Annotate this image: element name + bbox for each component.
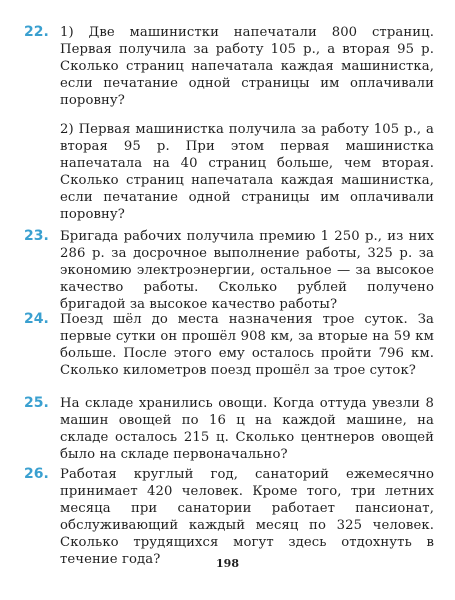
problem-number: 25. xyxy=(24,395,49,411)
problem-text: Работая круглый год, санаторий ежемесячно принимает 420 человек. Кроме того, три летних месяца при санатории работает пансионат, обслуживающий каждый месяц по 325 человек. Сколько трудящихся могут здесь отдохнуть в течение года? xyxy=(60,467,434,567)
problem-number: 23. xyxy=(24,228,49,244)
problem-text: На складе хранились овощи. Когда оттуда увезли 8 машин овощей по 16 ц на каждой машине, на складе осталось 215 ц. Сколько центнеров овощей было на складе первоначально? xyxy=(60,396,434,462)
problem-text: Поезд шёл до места назначения трое суток. За первые сутки он прошёл 908 км, за вторые на 59 км больше. После этого ему осталось пройти 796 км. Сколько километров поезд прошёл за трое суток? xyxy=(60,312,434,378)
problem-25 xyxy=(24,395,434,463)
problem-part-1: 1) Две машинистки напечатали 800 страниц. Первая получила за работу 105 р., а вторая 95 р. Сколько страниц напечатала каждая машинистка, если печатание одной страницы им оплачивали поровну? xyxy=(60,25,434,108)
problem-number: 26. xyxy=(24,466,49,482)
problem-number: 22. xyxy=(24,24,49,40)
problem-26 xyxy=(24,466,434,568)
problem-24 xyxy=(24,311,434,379)
problem-part-2: 2) Первая машинистка получила за работу 105 р., а вторая 95 р. При этом первая машинистка напечатала на 40 страниц больше, чем вторая. Сколько страниц напечатала каждая машинистка, если печатание одной страницы им оплачивали поровну? xyxy=(60,122,434,222)
problem-number: 24. xyxy=(24,311,49,327)
page-number: 198 xyxy=(216,557,239,570)
problem-22 xyxy=(24,24,434,223)
problem-23 xyxy=(24,228,434,313)
problem-text: Бригада рабочих получила премию 1 250 р., из них 286 р. за досрочное выполнение работы, 325 р. за экономию электроэнергии, остальное — за высокое качество работы. Сколько рублей получено бригадой за высокое качество работы? xyxy=(60,229,434,312)
problem-text xyxy=(60,24,434,223)
